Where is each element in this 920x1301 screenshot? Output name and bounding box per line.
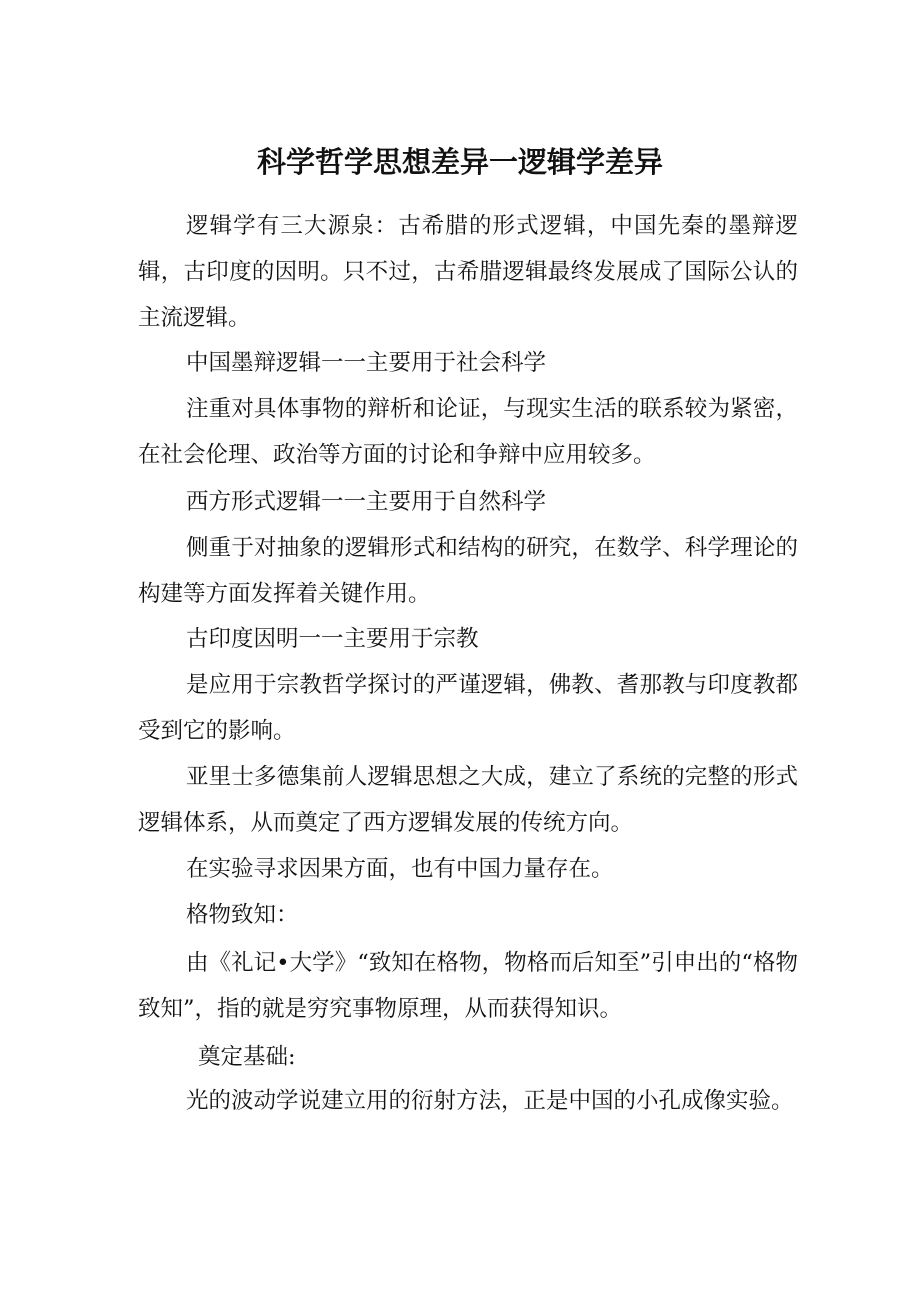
yinming-paragraph: 是应用于宗教哲学探讨的严谨逻辑，佛教、耆那教与印度教都受到它的影响。 (138, 672, 798, 744)
document-title: 科学哲学思想差异一逻辑学差异 (256, 145, 663, 179)
aristotle-paragraph: 亚里士多德集前人逻辑思想之大成，建立了系统的完整的形式逻辑体系，从而奠定了西方逻辑发展的传统方向。 (138, 764, 798, 836)
section-heading-mobian: 中国墨辩逻辑一一主要用于社会科学 (186, 350, 547, 376)
foundation-paragraph: 光的波动学说建立用的衍射方法，正是中国的小孔成像实验。 (186, 1088, 794, 1114)
mobian-paragraph: 注重对具体事物的辩析和论证，与现实生活的联系较为紧密，在社会伦理、政治等方面的讨论和争辩中应用较多。 (138, 396, 798, 468)
section-heading-western: 西方形式逻辑一一主要用于自然科学 (186, 489, 547, 515)
section-heading-gewu: 格物致知： (186, 902, 299, 928)
intro-paragraph: 逻辑学有三大源泉：古希腊的形式逻辑，中国先秦的墨辩逻辑，古印度的因明。只不过，古希腊逻辑最终发展成了国际公认的主流逻辑。 (138, 213, 798, 331)
section-heading-yinming: 古印度因明一一主要用于宗教 (186, 626, 479, 652)
western-paragraph: 侧重于对抽象的逻辑形式和结构的研究，在数学、科学理论的构建等方面发挥着关键作用。 (138, 535, 798, 607)
experiment-paragraph: 在实验寻求因果方面，也有中国力量存在。 (186, 856, 614, 882)
section-heading-foundation: 奠定基础: (198, 1044, 296, 1070)
gewu-paragraph: 由《礼记•大学》“致知在格物，物格而后知至”引申出的“格物致知”，指的就是穷究事物原理，从而获得知识。 (138, 950, 798, 1022)
